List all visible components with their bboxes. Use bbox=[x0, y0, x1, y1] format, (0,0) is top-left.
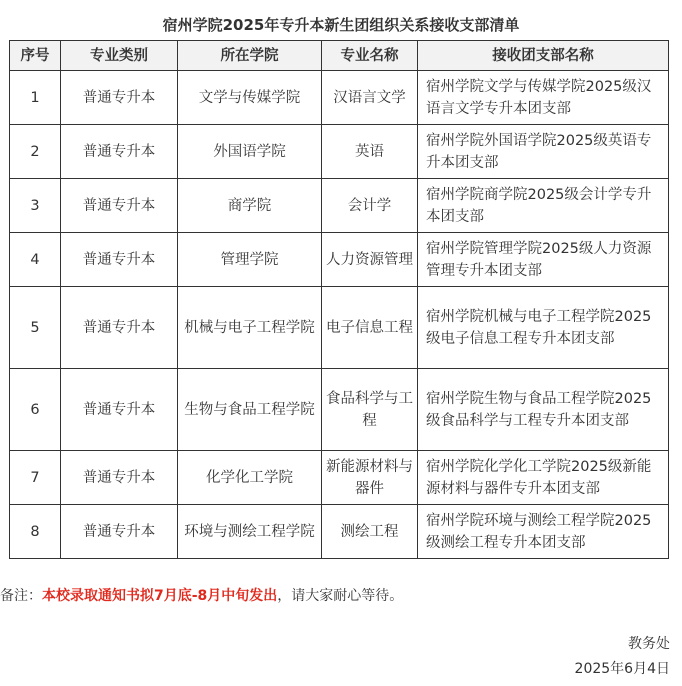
row-college: 机械与电子工程学院 bbox=[178, 287, 322, 369]
row-major: 汉语言文学 bbox=[322, 71, 418, 125]
row-index: 8 bbox=[10, 505, 61, 559]
row-major: 人力资源管理 bbox=[322, 233, 418, 287]
row-major: 新能源材料与器件 bbox=[322, 451, 418, 505]
row-branch: 宿州学院外国语学院2025级英语专升本团支部 bbox=[418, 125, 669, 179]
table-row bbox=[10, 71, 669, 125]
table-row bbox=[10, 125, 669, 179]
table-row bbox=[10, 505, 669, 559]
table-row bbox=[10, 287, 669, 369]
table-header-row bbox=[10, 41, 669, 71]
row-category: 普通专升本 bbox=[61, 71, 178, 125]
row-major: 测绘工程 bbox=[322, 505, 418, 559]
table-row bbox=[10, 233, 669, 287]
row-category: 普通专升本 bbox=[61, 179, 178, 233]
row-branch: 宿州学院管理学院2025级人力资源管理专升本团支部 bbox=[418, 233, 669, 287]
row-index: 4 bbox=[10, 233, 61, 287]
remark bbox=[0, 585, 403, 605]
row-category: 普通专升本 bbox=[61, 369, 178, 451]
row-college: 生物与食品工程学院 bbox=[178, 369, 322, 451]
row-branch: 宿州学院生物与食品工程学院2025级食品科学与工程专升本团支部 bbox=[418, 369, 669, 451]
row-category: 普通专升本 bbox=[61, 233, 178, 287]
row-college: 文学与传媒学院 bbox=[178, 71, 322, 125]
remark-suffix: ，请大家耐心等待。 bbox=[277, 588, 404, 604]
remark-emphasis: 本校录取通知书拟7月底-8月中旬发出 bbox=[42, 588, 278, 604]
row-index: 6 bbox=[10, 369, 61, 451]
row-category: 普通专升本 bbox=[61, 451, 178, 505]
table-row bbox=[10, 369, 669, 451]
row-college: 环境与测绘工程学院 bbox=[178, 505, 322, 559]
row-college: 化学化工学院 bbox=[178, 451, 322, 505]
row-category: 普通专升本 bbox=[61, 505, 178, 559]
row-branch: 宿州学院环境与测绘工程学院2025级测绘工程专升本团支部 bbox=[418, 505, 669, 559]
header-index: 序号 bbox=[10, 41, 61, 71]
table-row bbox=[10, 179, 669, 233]
row-index: 7 bbox=[10, 451, 61, 505]
row-branch: 宿州学院机械与电子工程学院2025级电子信息工程专升本团支部 bbox=[418, 287, 669, 369]
row-major: 会计学 bbox=[322, 179, 418, 233]
row-index: 5 bbox=[10, 287, 61, 369]
header-college: 所在学院 bbox=[178, 41, 322, 71]
row-college: 商学院 bbox=[178, 179, 322, 233]
header-major: 专业名称 bbox=[322, 41, 418, 71]
row-major: 食品科学与工程 bbox=[322, 369, 418, 451]
branch-roster-table bbox=[9, 40, 669, 559]
table-row bbox=[10, 451, 669, 505]
row-major: 英语 bbox=[322, 125, 418, 179]
row-branch: 宿州学院化学化工学院2025级新能源材料与器件专升本团支部 bbox=[418, 451, 669, 505]
row-category: 普通专升本 bbox=[61, 125, 178, 179]
document-title: 宿州学院2025年专升本新生团组织关系接收支部清单 bbox=[162, 16, 520, 34]
row-college: 外国语学院 bbox=[178, 125, 322, 179]
row-index: 2 bbox=[10, 125, 61, 179]
issue-date: 2025年6月4日 bbox=[574, 661, 670, 677]
issuing-office: 教务处 bbox=[628, 636, 670, 652]
header-category: 专业类别 bbox=[61, 41, 178, 71]
remark-prefix: 备注： bbox=[0, 588, 42, 604]
row-index: 1 bbox=[10, 71, 61, 125]
signature-block bbox=[575, 632, 670, 682]
row-major: 电子信息工程 bbox=[322, 287, 418, 369]
row-branch: 宿州学院商学院2025级会计学专升本团支部 bbox=[418, 179, 669, 233]
row-branch: 宿州学院文学与传媒学院2025级汉语言文学专升本团支部 bbox=[418, 71, 669, 125]
row-college: 管理学院 bbox=[178, 233, 322, 287]
row-index: 3 bbox=[10, 179, 61, 233]
row-category: 普通专升本 bbox=[61, 287, 178, 369]
header-branch: 接收团支部名称 bbox=[418, 41, 669, 71]
